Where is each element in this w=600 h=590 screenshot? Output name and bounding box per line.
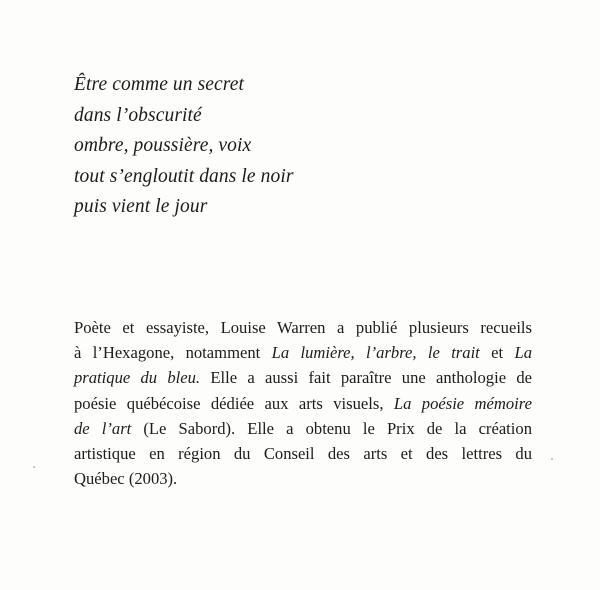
paper-speck [551,458,553,460]
anthology-title-part2: de l’art [74,418,132,438]
bio-line-1 [74,315,532,340]
poem [74,70,534,223]
bio-line-7 [74,466,532,491]
paper-speck [33,466,35,468]
bio-text: Elle a aussi fait paraître une anthologie de [210,368,532,388]
bio-line-6 [74,441,532,466]
poem-line-5: puis vient le jour [74,196,208,217]
poem-line-2: dans l’obscurité [74,104,202,126]
book-title-la-lumiere: La lumière, l’arbre, le trait [271,343,480,363]
bio-line-4 [74,391,532,416]
author-bio [74,315,532,491]
bio-text: Québec (2003). [74,469,178,489]
poem-line-1: Être comme un secret [74,74,245,95]
book-title-la-pratique-part1: La [514,343,532,363]
bio-line-2 [74,340,532,365]
bio-text: poésie québécoise dédiée aux arts visuels, [74,393,384,413]
bio-line-3 [74,365,532,390]
bio-text: à l’Hexagone, notamment [74,343,261,363]
bio-text: et [491,343,504,363]
poem-line-4: tout s’engloutit dans le noir [74,165,294,187]
poem-line-3: ombre, poussière, voix [74,135,252,156]
bio-text: Poète et essayiste, Louise Warren a publié plusieurs recueils [74,318,532,337]
bio-text: artistique en région du Conseil des arts et des lettres du [74,443,532,463]
book-title-la-pratique-part2: pratique du bleu. [74,368,201,388]
bio-line-5 [74,416,532,441]
anthology-title-part1: La poésie mémoire [393,393,532,413]
bio-text: (Le Sabord). Elle a obtenu le Prix de la création [143,418,533,438]
